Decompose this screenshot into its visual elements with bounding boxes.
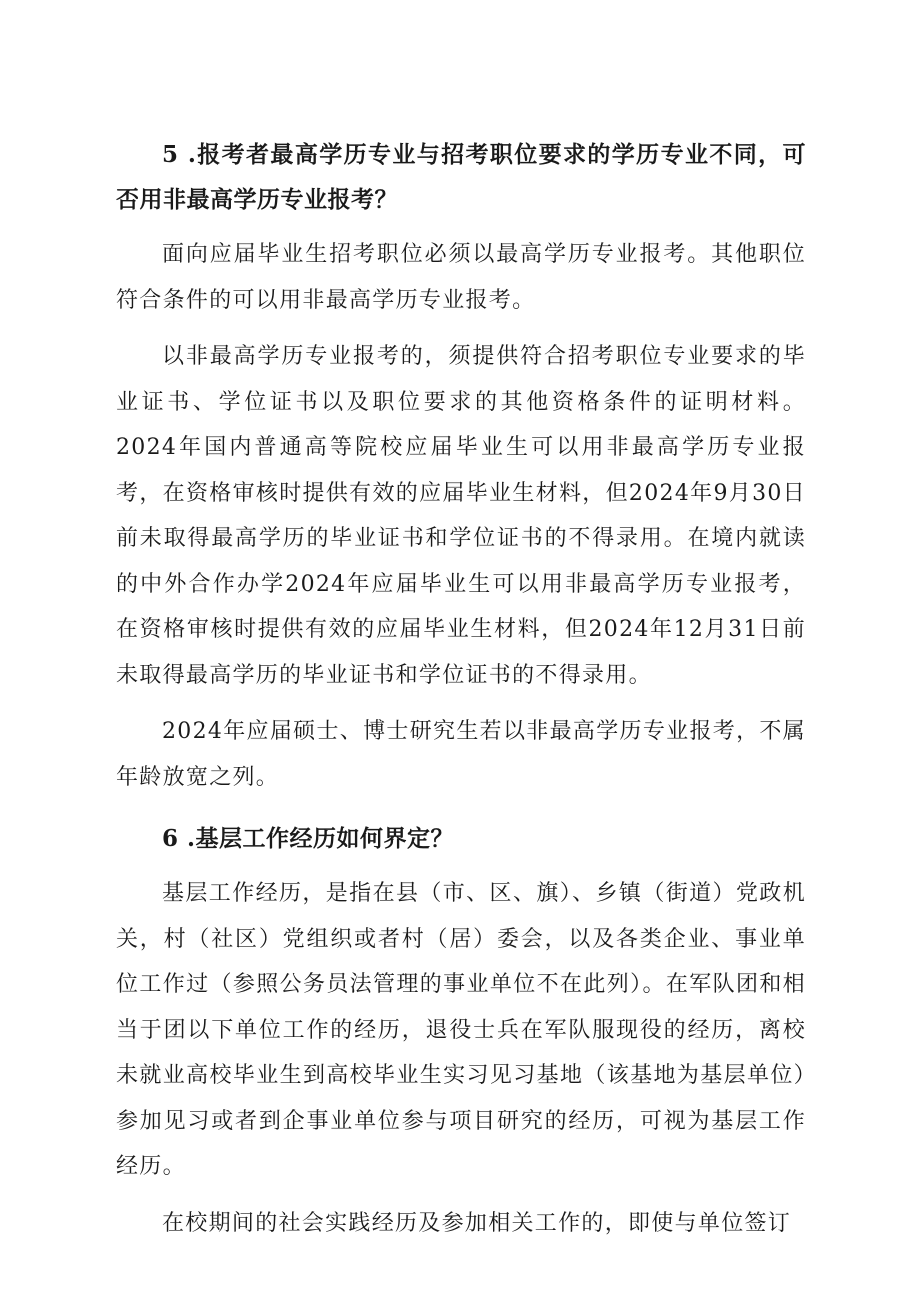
document-body <box>116 132 806 1246</box>
answer-paragraph: 在校期间的社会实践经历及参加相关工作的，即使与单位签订 <box>162 1210 792 1236</box>
answer-paragraph: 面向应届毕业生招考职位必须以最高学历专业报考。其他职位符合条件的可以用非最高学历专业报考。 <box>116 242 806 313</box>
question-heading-6: 6 .基层工作经历如何界定？ <box>162 825 455 852</box>
answer-paragraph: 2024年应届硕士、博士研究生若以非最高学历专业报考，不属年龄放宽之列。 <box>116 719 806 790</box>
answer-paragraph: 以非最高学历专业报考的，须提供符合招考职位专业要求的毕业证书、学位证书以及职位要求的其他资格条件的证明材料。2024年国内普通高等院校应届毕业生可以用非最高学历专业报考，在资格审核时提供有效的应届毕业生材料，但2024年9月30日前未取得最高学历的毕业证书和学位证书的不得录用。在境内就读的中外合作办学2024年应届毕业生可以用非最高学历专业报考，在资格审核时提供有效的应届毕业生材料，但2024年12月31日前未取得最高学历的毕业证书和学位证书的不得录用。 <box>116 344 806 688</box>
answer-paragraph: 基层工作经历，是指在县（市、区、旗）、乡镇（街道）党政机关，村（社区）党组织或者村（居）委会，以及各类企业、事业单位工作过（参照公务员法管理的事业单位不在此列）。在军队团和相当于团以下单位工作的经历，退役士兵在军队服现役的经历，离校未就业高校毕业生到高校毕业生实习见习基地（该基地为基层单位）参加见习或者到企事业单位参与项目研究的经历，可视为基层工作经历。 <box>116 881 806 1179</box>
question-heading-5: 5 .报考者最高学历专业与招考职位要求的学历专业不同，可否用非最高学历专业报考？ <box>116 141 806 213</box>
